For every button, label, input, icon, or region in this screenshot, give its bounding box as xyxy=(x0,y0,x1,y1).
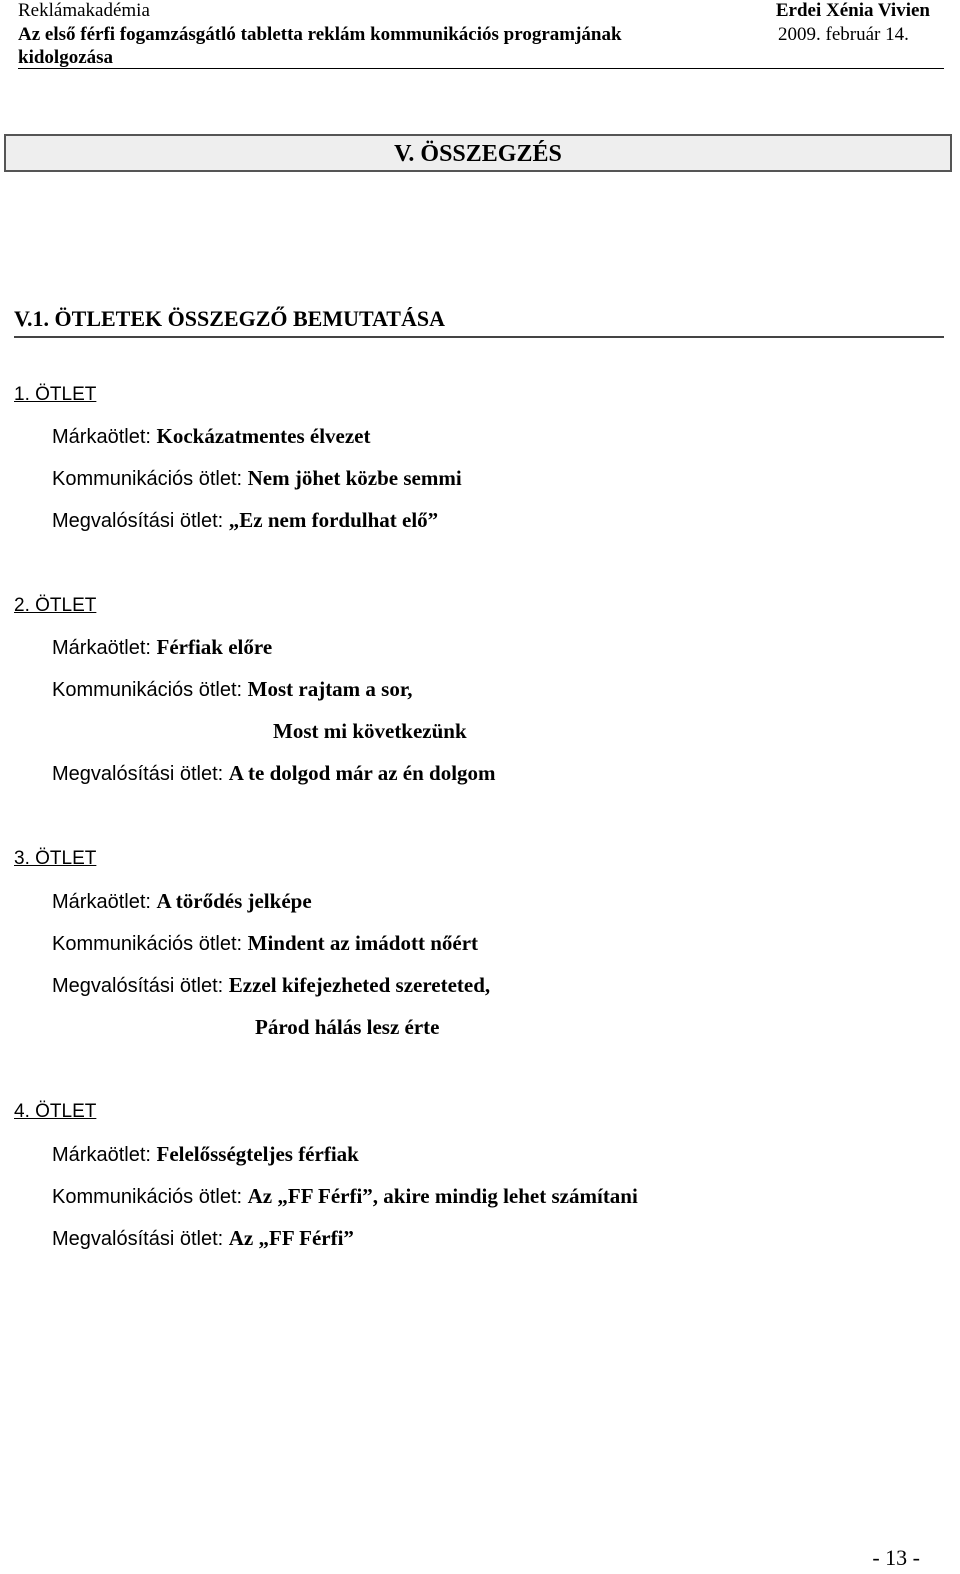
header-author: Erdei Xénia Vivien xyxy=(775,0,930,21)
header-org: Reklámakadémia xyxy=(18,0,150,21)
idea-1-impl-label: Megvalósítási ötlet: xyxy=(52,510,224,532)
idea-3-brand-label: Márkaötlet: xyxy=(52,891,151,913)
idea-1-brand xyxy=(52,424,371,449)
idea-1-impl-value: „Ez nem fordulhat elő” xyxy=(228,508,439,532)
idea-4-heading: 4. ÖTLET xyxy=(14,1101,97,1122)
idea-4-brand-value: Felelősségteljes férfiak xyxy=(156,1142,359,1166)
idea-4-impl xyxy=(52,1226,354,1251)
idea-2-comm-value-cont: Most mi következünk xyxy=(273,719,467,743)
idea-4-comm-value: Az „FF Férfi”, akire mindig lehet számítani xyxy=(247,1184,638,1208)
idea-4-brand-label: Márkaötlet: xyxy=(52,1144,151,1166)
idea-4-impl-label: Megvalósítási ötlet: xyxy=(52,1228,224,1250)
idea-4-comm-label: Kommunikációs ötlet: xyxy=(52,1186,243,1208)
idea-4-brand xyxy=(52,1142,359,1167)
idea-3-impl-value: Ezzel kifejezheted szereteted, xyxy=(228,973,491,997)
idea-2-heading: 2. ÖTLET xyxy=(14,595,97,616)
idea-4-comm xyxy=(52,1184,638,1209)
page-number: - 13 - xyxy=(872,1545,920,1570)
header-divider xyxy=(18,68,944,69)
idea-1-brand-label: Márkaötlet: xyxy=(52,426,151,448)
header-title-line2: kidolgozása xyxy=(18,47,114,68)
subsection-title: V.1. ÖTLETEK ÖSSZEGZŐ BEMUTATÁSA xyxy=(14,306,944,338)
header-title-line1: Az első férfi fogamzásgátló tabletta reklám kommunikációs programjának xyxy=(18,24,622,45)
idea-2-brand-value: Férfiak előre xyxy=(156,635,273,659)
idea-4-impl-value: Az „FF Férfi” xyxy=(228,1226,354,1250)
idea-3-comm xyxy=(52,931,478,956)
idea-1-comm-value: Nem jöhet közbe semmi xyxy=(247,466,462,490)
idea-2-brand-label: Márkaötlet: xyxy=(52,637,151,659)
idea-3-heading: 3. ÖTLET xyxy=(14,848,97,869)
idea-3-brand xyxy=(52,889,312,914)
section-title-box xyxy=(4,134,952,172)
idea-2-brand xyxy=(52,635,272,660)
idea-1-heading: 1. ÖTLET xyxy=(14,384,97,405)
idea-3-comm-label: Kommunikációs ötlet: xyxy=(52,933,243,955)
idea-2-impl-label: Megvalósítási ötlet: xyxy=(52,763,224,785)
idea-2-comm xyxy=(52,677,413,702)
idea-3-impl-label: Megvalósítási ötlet: xyxy=(52,975,224,997)
idea-1-brand-value: Kockázatmentes élvezet xyxy=(156,424,371,448)
header-date: 2009. február 14. xyxy=(778,24,909,45)
idea-1-comm xyxy=(52,466,462,491)
idea-3-impl xyxy=(52,973,490,998)
idea-2-comm-value: Most rajtam a sor, xyxy=(247,677,413,701)
idea-2-comm-label: Kommunikációs ötlet: xyxy=(52,679,243,701)
idea-2-impl-value: A te dolgod már az én dolgom xyxy=(228,761,496,785)
idea-3-comm-value: Mindent az imádott nőért xyxy=(247,931,479,955)
idea-1-impl xyxy=(52,508,438,533)
section-title: V. ÖSSZEGZÉS xyxy=(394,141,562,167)
idea-2-impl xyxy=(52,761,496,786)
idea-1-comm-label: Kommunikációs ötlet: xyxy=(52,468,243,490)
idea-3-brand-value: A törődés jelképe xyxy=(156,889,312,913)
idea-3-impl-value-cont: Párod hálás lesz érte xyxy=(255,1015,440,1039)
